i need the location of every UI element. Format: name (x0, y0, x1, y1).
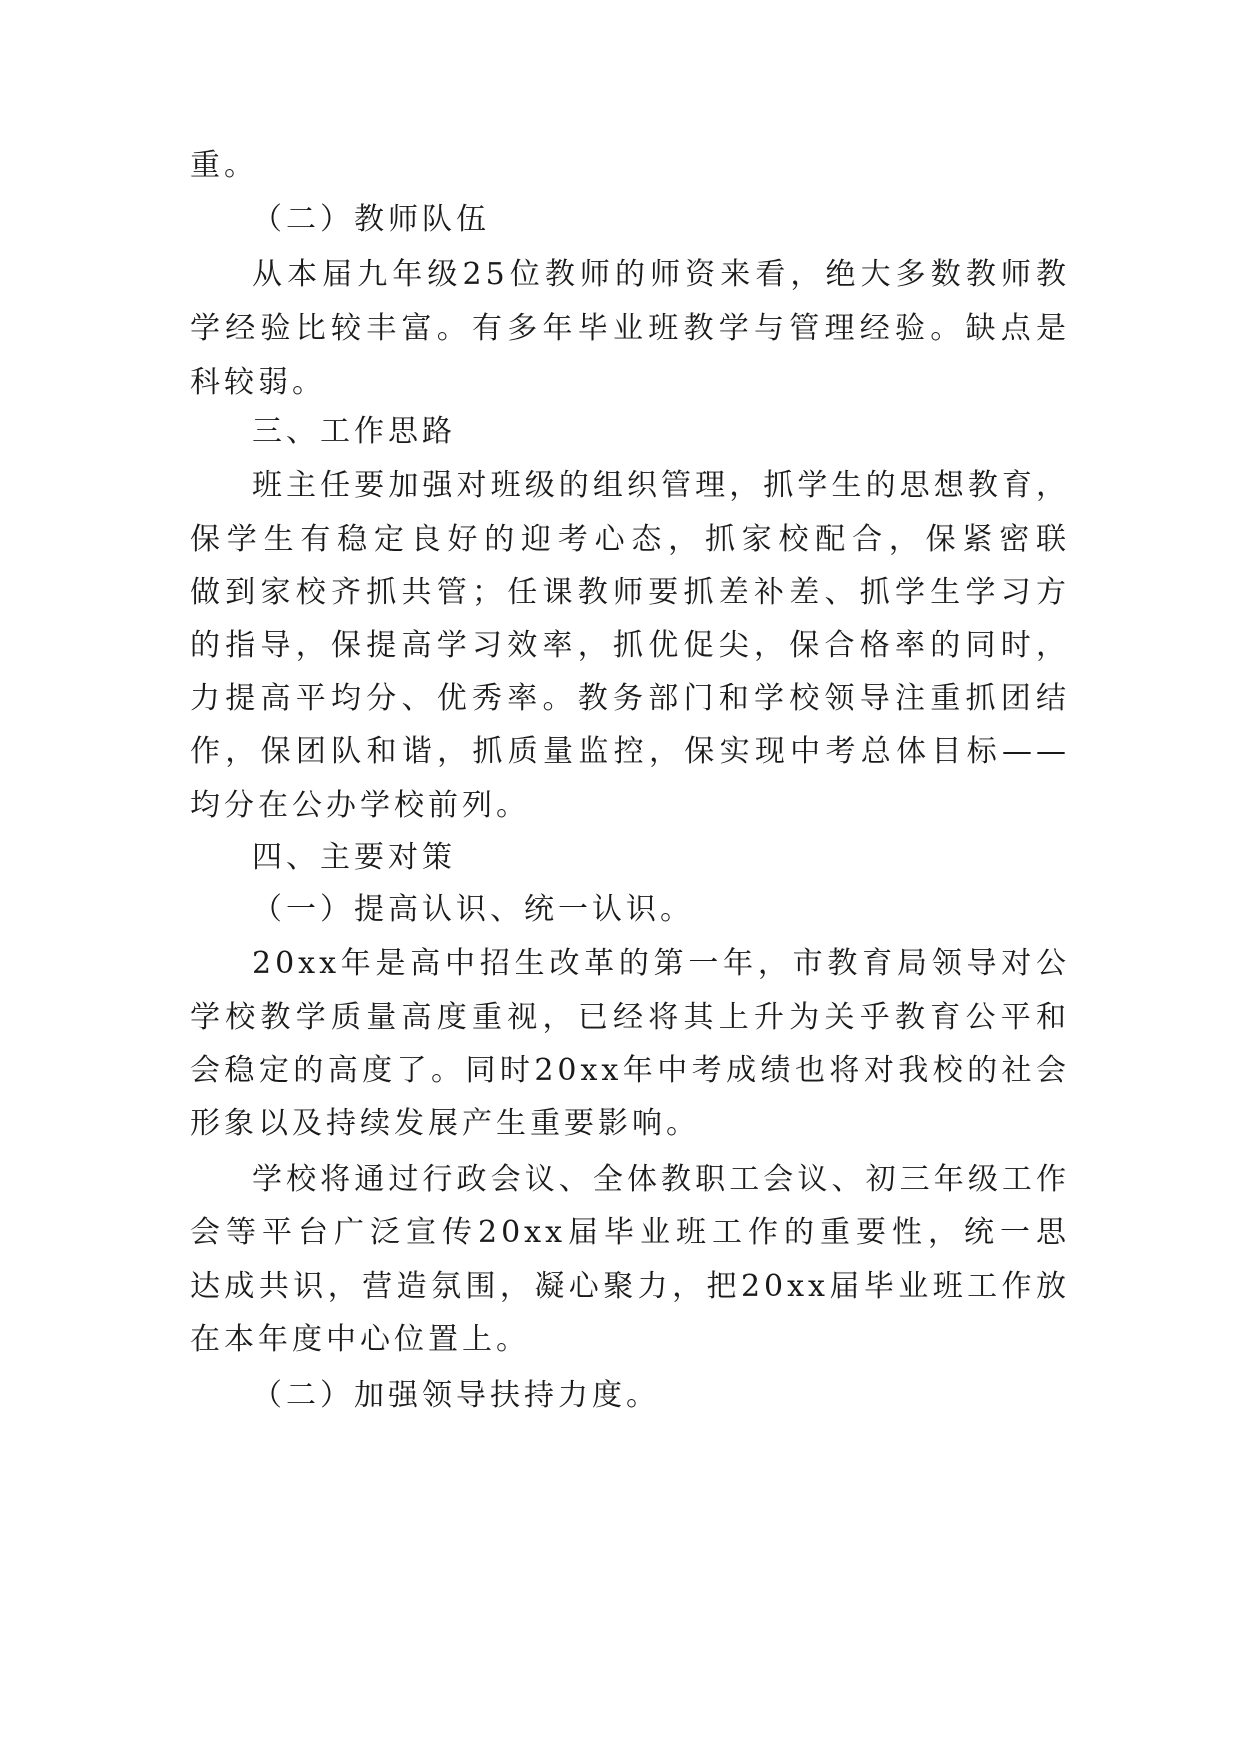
paragraph-line: 学校教学质量高度重视，已经将其上升为关乎教育公平和 (190, 1000, 1070, 1035)
paragraph-line: 重。 (190, 148, 258, 183)
paragraph-line: 达成共识，营造氛围，凝心聚力，把20xx届毕业班工作放 (190, 1269, 1070, 1304)
paragraph-line: 科较弱。 (190, 365, 326, 400)
paragraph-line: 形象以及持续发展产生重要影响。 (190, 1106, 700, 1141)
subsection-heading: （一）提高认识、统一认识。 (252, 892, 694, 927)
section-heading: 四、主要对策 (252, 840, 456, 875)
paragraph-line: 做到家校齐抓共管；任课教师要抓差补差、抓学生学习方 (190, 575, 1070, 610)
paragraph-line: 会等平台广泛宣传20xx届毕业班工作的重要性，统一思 (190, 1215, 1070, 1250)
section-heading: （二）教师队伍 (252, 202, 490, 237)
paragraph-line: 20xx年是高中招生改革的第一年，市教育局领导对公 (252, 946, 1070, 981)
paragraph-line: 在本年度中心位置上。 (190, 1322, 530, 1357)
paragraph-line: 力提高平均分、优秀率。教务部门和学校领导注重抓团结 (190, 681, 1070, 716)
section-heading: 三、工作思路 (252, 414, 456, 449)
paragraph-line: 学经验比较丰富。有多年毕业班教学与管理经验。缺点是 (190, 311, 1070, 346)
paragraph-line: 班主任要加强对班级的组织管理，抓学生的思想教育， (252, 468, 1070, 503)
paragraph-line: 作，保团队和谐，抓质量监控，保实现中考总体目标—— (190, 734, 1070, 769)
paragraph-line: 的指导，保提高学习效率，抓优促尖，保合格率的同时， (190, 628, 1070, 663)
paragraph-line: 均分在公办学校前列。 (190, 788, 530, 823)
paragraph-line: 会稳定的高度了。同时20xx年中考成绩也将对我校的社会 (190, 1053, 1070, 1088)
subsection-heading: （二）加强领导扶持力度。 (252, 1378, 660, 1413)
paragraph-line: 保学生有稳定良好的迎考心态，抓家校配合，保紧密联 (190, 522, 1070, 557)
paragraph-line: 从本届九年级25位教师的师资来看，绝大多数教师教 (252, 257, 1070, 292)
paragraph-line: 学校将通过行政会议、全体教职工会议、初三年级工作 (252, 1162, 1070, 1197)
